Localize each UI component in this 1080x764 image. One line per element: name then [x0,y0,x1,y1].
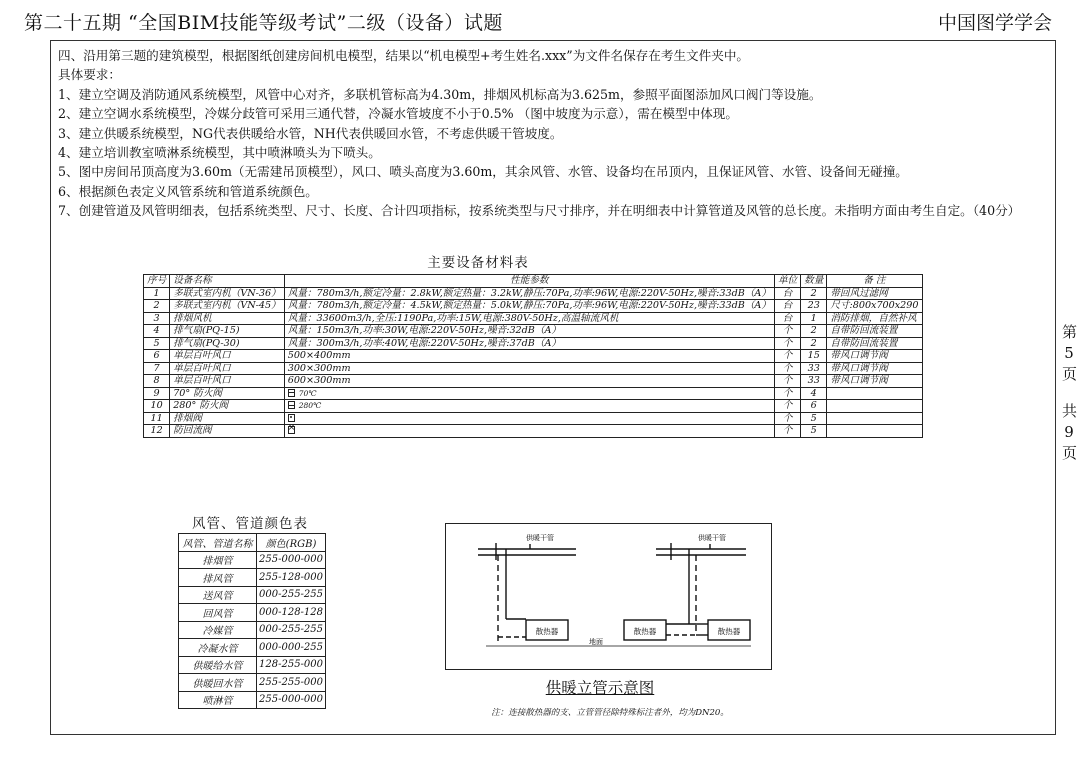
main-pipe-label-right: 供暖干管 [698,534,726,542]
page-number: 第 5 页 共 9 页 [1062,323,1078,462]
table-row: 2 多联式室内机（VN-45） 风量：780m3/h,额定冷量：4.5kW,额定热量：5.0kW,静压:70Pa,功率:96W,电源:220V-50Hz,噪音:33dB（A） 台 23 尺寸:800x700x290 [144,300,923,313]
table-row: 4 排气扇(PQ-15) 风量：150m3/h,功率:30W,电源:220V-50Hz,噪音:32dB（A） 个 2 自带防回流装置 [144,325,923,338]
instruction-line: 3、建立供暖系统模型，NG代表供暖给水管，NH代表供暖回水管，不考虑供暖干管坡度。 [58,125,563,141]
fire-damper-symbol [288,401,295,409]
instruction-line: 1、建立空调及消防通风系统模型，风管中心对齐，多联机管标高为4.30m，排烟风机标高为3.625m，参照平面图添加风口阀门等设施。 [58,86,822,102]
heating-riser-diagram [445,523,772,670]
radiator-label: 散热器 [535,627,559,636]
table-row: 回风管 000-128-128 [179,604,326,622]
smoke-valve-symbol [288,414,295,422]
table-row: 供暖回水管 255-255-000 [179,674,326,692]
organization-name: 中国图学学会 [937,12,1052,34]
radiator-label: 散热器 [633,627,657,636]
instruction-line: 具体要求： [58,67,121,83]
color-table [178,533,326,709]
table-row: 6 单层百叶风口 500×400mm 个 15 带风口调节阀 [144,350,923,363]
instruction-line: 6、根据颜色表定义风管系统和管道系统颜色。 [58,183,318,199]
table-row: 5 排气扇(PQ-30) 风量：300m3/h,功率:40W,电源:220V-50Hz,噪音:37dB（A） 个 2 自带防回流装置 [144,337,923,350]
instruction-line: 2、建立空调水系统模型，冷媒分歧管可采用三通代替，冷凝水管坡度不小于0.5% （图中坡度为示意），需在模型中体现。 [58,106,738,122]
table-row: 9 70° 防火阀 70℃ 个 4 [144,387,923,400]
diagram-title: 供暖立管示意图 [545,679,655,697]
table-header-row: 序号 设备名称 性能参数 单位 数量 备 注 [144,275,923,288]
table-row: 冷媒管 000-255-255 [179,621,326,639]
radiator-label: 散热器 [717,627,741,636]
exam-title: 第二十五期 “全国BIM技能等级考试”二级（设备）试题 [24,12,503,34]
table-row: 排风管 255-128-000 [179,569,326,587]
main-pipe-label-left: 供暖干管 [526,534,554,542]
table-row: 8 单层百叶风口 600×300mm 个 33 带风口调节阀 [144,375,923,388]
backflow-valve-symbol [288,426,295,434]
ground-label: 地面 [589,638,603,646]
table-row: 冷凝水管 000-000-255 [179,639,326,657]
table-row: 7 单层百叶风口 300×300mm 个 33 带风口调节阀 [144,362,923,375]
diagram-note: 注：连接散热器的支、立管管径除特殊标注者外，均为DN20。 [491,708,729,718]
equipment-table [143,274,923,438]
color-table-title: 风管、管道颜色表 [192,516,308,532]
table-row: 供暖给水管 128-255-000 [179,656,326,674]
fire-damper-symbol [288,389,295,397]
table-row: 11 排烟阀 个 5 [144,412,923,425]
table-header-row: 风管、管道名称 颜色(RGB) [179,534,326,552]
table-row: 排烟管 255-000-000 [179,551,326,569]
table-row: 1 多联式室内机（VN-36） 风量：780m3/h,额定冷量：2.8kW,额定热量：3.2kW,静压:70Pa,功率:96W,电源:220V-50Hz,噪音:33dB（A） 台 2 带回风过滤网 [144,287,923,300]
table-row: 10 280° 防火阀 280℃ 个 6 [144,400,923,413]
riser-diagram-drawing [446,524,771,669]
table-row: 12 防回流阀 × 个 5 [144,425,923,438]
table-row: 送风管 000-255-255 [179,586,326,604]
table-row: 喷淋管 255-000-000 [179,691,326,709]
table-row: 3 排烟风机 风量：33600m3/h,全压:1190Pa,功率:15W,电源:380V-50Hz,高温轴流风机 台 1 消防排烟，自然补风 [144,312,923,325]
instruction-line: 四、沿用第三题的建筑模型，根据图纸创建房间机电模型，结果以“机电模型+考生姓名.xxx”为文件名保存在考生文件夹中。 [58,48,750,63]
instructions [58,46,1020,221]
instruction-line: 7、创建管道及风管明细表，包括系统类型、尺寸、长度、合计四项指标，按系统类型与尺寸排序，并在明细表中计算管道及风管的总长度。未指明方面由考生自定。（40分） [58,203,1021,219]
instruction-line: 5、图中房间吊顶高度为3.60m（无需建吊顶模型），风口、喷头高度为3.60m，其余风管、水管、设备均在吊顶内，且保证风管、水管、设备间无碰撞。 [58,164,908,180]
equipment-table-title: 主要设备材料表 [427,255,529,271]
instruction-line: 4、建立培训教室喷淋系统模型，其中喷淋喷头为下喷头。 [58,145,381,161]
